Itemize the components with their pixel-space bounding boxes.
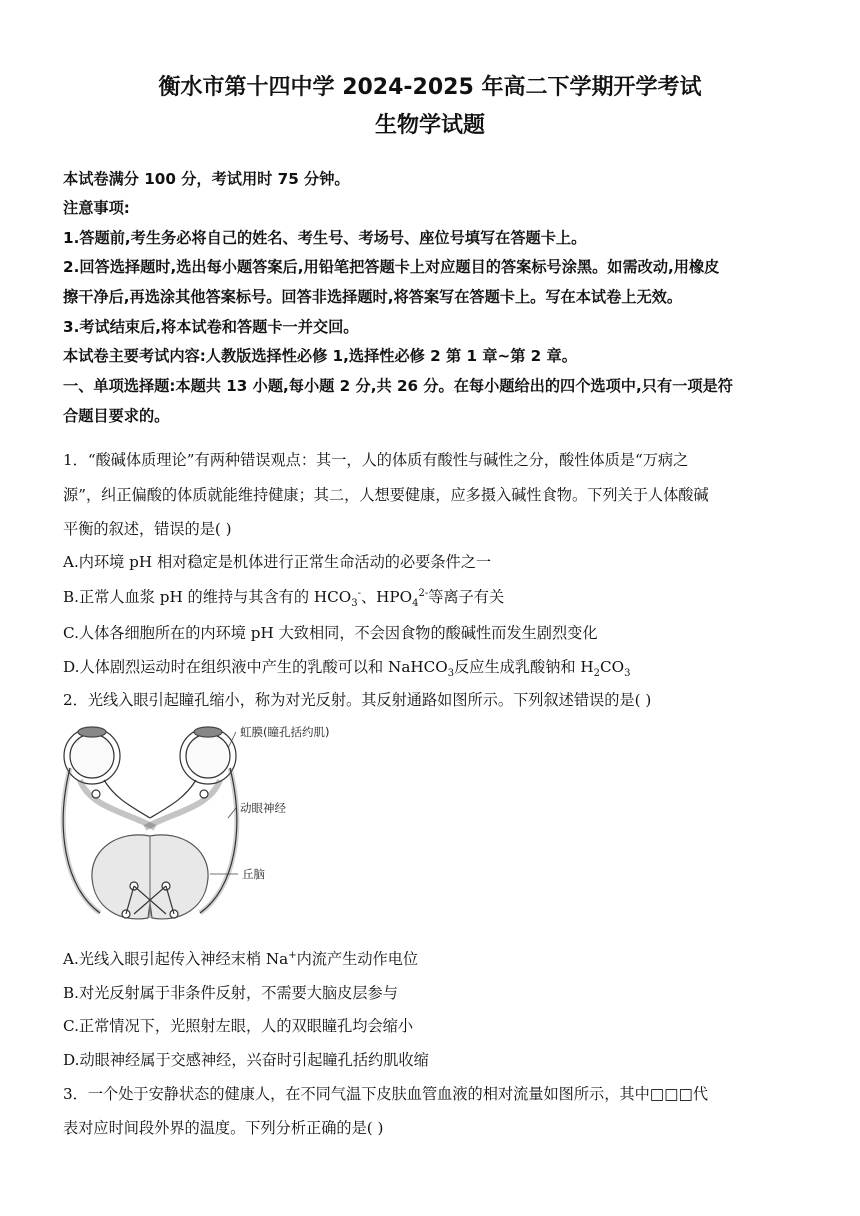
q2-option-c: C.正常情况下，光照射左眼，人的双眼瞳孔均会缩小	[63, 1017, 414, 1035]
section-heading-2: 合题目要求的。	[63, 407, 170, 425]
q3-stem-1: 3．一个处于安静状态的健康人，在不同气温下皮肤血管血液的相对流量如图所示，其中□□□代	[63, 1085, 709, 1103]
label-oculomotor-nerve: 动眼神经	[240, 801, 286, 815]
right-eye	[180, 727, 236, 784]
exam-title: 衡水市第十四中学 2024-2025 年高二下学期开学考试	[158, 75, 702, 100]
q1-stem-2: 源”，纠正偏酸的体质就能维持健康；其二，人想要健康，应多摄入碱性食物。下列关于人体酸碱	[63, 486, 709, 504]
score-time-line: 本试卷满分 100 分，考试用时 75 分钟。	[63, 170, 350, 188]
q1-option-a: A.内环境 pH 相对稳定是机体进行正常生命活动的必要条件之一	[63, 553, 492, 571]
pupillary-reflex-figure	[60, 718, 330, 940]
q2-option-b: B.对光反射属于非条件反射，不需要大脑皮层参与	[63, 984, 398, 1002]
q1-stem-3: 平衡的叙述，错误的是( )	[63, 520, 232, 538]
q2-stem: 2．光线入眼引起瞳孔缩小，称为对光反射。其反射通路如图所示。下列叙述错误的是( )	[63, 691, 652, 709]
notice-item-2b: 擦干净后,再选涂其他答案标号。回答非选择题时,将答案写在答题卡上。写在本试卷上无效。	[63, 288, 683, 306]
left-eye	[64, 727, 120, 784]
label-iris: 虹膜(瞳孔括约肌)	[240, 725, 330, 739]
exam-scope: 本试卷主要考试内容:人教版选择性必修 1,选择性必修 2 第 1 章~第 2 章。	[63, 347, 577, 365]
q3-stem-2: 表对应时间段外界的温度。下列分析正确的是( )	[63, 1119, 384, 1137]
notice-item-2a: 2.回答选择题时,选出每小题答案后,用铅笔把答题卡上对应题目的答案标号涂黑。如需改动,用橡皮	[63, 258, 720, 276]
exam-subtitle: 生物学试题	[374, 113, 485, 138]
notice-item-3: 3.考试结束后,将本试卷和答题卡一并交回。	[63, 318, 359, 336]
q1-option-c: C.人体各细胞所在的内环境 pH 大致相同，不会因食物的酸碱性而发生剧烈变化	[63, 624, 598, 642]
q2-option-d: D.动眼神经属于交感神经，兴奋时引起瞳孔括约肌收缩	[63, 1051, 429, 1069]
q2-option-a: A.光线入眼引起传入神经末梢 Na+内流产生动作电位	[63, 949, 419, 968]
notice-item-1: 1.答题前,考生务必将自己的姓名、考生号、考场号、座位号填写在答题卡上。	[63, 229, 587, 247]
thalamus-shape	[92, 835, 208, 919]
label-thalamus: 丘脑	[242, 867, 265, 881]
q1-option-b: B.正常人血浆 pH 的维持与其含有的 $HCO_3^-$、$HPO_4^{2-}$等离子有关	[63, 587, 505, 610]
section-heading-1: 一、单项选择题:本题共 13 小题,每小题 2 分,共 26 分。在每小题给出的四个选项中,只有一项是符	[63, 377, 733, 395]
q1-option-d: D.人体剧烈运动时在组织液中产生的乳酸可以和 NaHCO$_3$反应生成乳酸钠和 $H_2CO_3$	[63, 658, 631, 680]
notice-heading: 注意事项:	[63, 199, 130, 217]
q1-stem-1: 1．“酸碱体质理论”有两种错误观点：其一，人的体质有酸性与碱性之分，酸性体质是“万病之	[63, 451, 689, 469]
